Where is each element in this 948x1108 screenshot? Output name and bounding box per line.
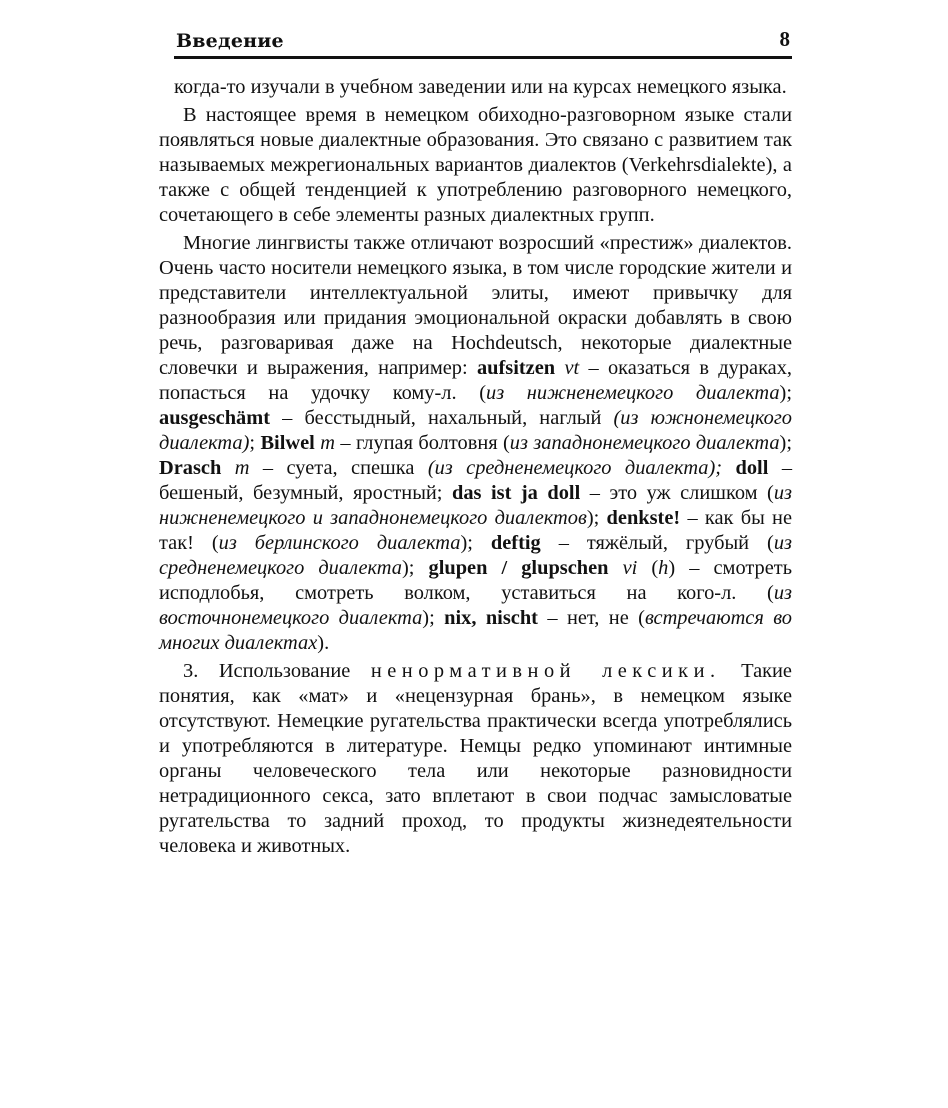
separator: ); [422, 607, 445, 629]
dialect-source: из восточнонемецкого диалекта [159, 582, 792, 629]
separator: ; [249, 432, 261, 454]
grammar-mark: vt [564, 357, 580, 379]
dialect-word: ausgeschämt [159, 407, 271, 429]
chapter-title: Введение [176, 30, 284, 52]
spaced-term: ненормативной лексики. [370, 660, 721, 682]
definition: – это уж слишком ( [580, 482, 774, 504]
definition: – бесстыдный, нахальный, наглый [270, 407, 614, 429]
paragraph-3: Многие лингвисты также отличают возросший «престиж» диалектов. Очень часто носители немецкого языка, в том числе городские жители и представители интеллектуальной элиты, имеют привычку для разнообразия или придания эмоциональной окраски добавлять в свою речь, разговаривая даже на Hochdeutsch, некоторые диалектные словечки и выражения, например: aufsitzen vt – оказаться в дураках, попасться на удочку кому-л. (из нижненемецкого диалекта); ausgeschämt – бесстыдный, нахальный, наглый (из южнонемецкого диалекта); Bilwel m – глупая болтовня (из западнонемецкого диалекта); Drasch m – суета, спешка (из средненемецкого диалекта); doll – бешеный, безумный, яростный; das ist ja doll – это уж слишком (из нижненемецкого и западнонемецкого диалектов); denkste! – как бы не так! (из берлинского диалекта); deftig – тяжёлый, грубый (из средненемецкого диалекта); glupen / glupschen vi (h) – смотреть исподлобья, смотреть волком, уставиться на кого-л. (из восточнонемецкого диалекта); nix, nischt – нет, не (встречаются во многих диалектах). [159, 232, 793, 654]
paragraph-1: когда-то изучали в учебном заведении или на курсах немецкого языка. [174, 76, 787, 98]
paragraph-3-intro: Многие лингвисты также отличают возросший «престиж» диалектов. Очень часто носители немецкого языка, в том числе городские жители и представители интеллектуальной элиты, имеют привычку для разнообразия или придания эмоциональной окраски добавлять в свою речь, разговаривая даже на Hochdeutsch, некоторые диалектные словечки и выражения, например: [159, 232, 792, 379]
separator: ); [460, 532, 491, 554]
dialect-word: das ist ja doll [452, 482, 581, 504]
grammar-mark: m [234, 457, 250, 479]
separator: ). [317, 632, 330, 654]
dialect-word: nix, nischt [444, 607, 538, 629]
page-number: 8 [779, 27, 790, 51]
separator: ); [779, 432, 792, 454]
grammar-mark: m [320, 432, 335, 454]
dialect-word: Drasch [159, 457, 222, 479]
dialect-source: из берлинского диалекта [218, 532, 461, 554]
dialect-source: из нижненемецкого диалекта [486, 382, 780, 404]
running-header [174, 26, 792, 59]
dialect-word: doll [735, 457, 769, 479]
definition: – глупая болтовня ( [334, 432, 510, 454]
separator: ); [586, 507, 607, 529]
dialect-source: из западнонемецкого диалекта [509, 432, 780, 454]
definition: – оказаться в дураках, попасться на удочку кому-л. ( [159, 357, 793, 404]
dialect-source: из нижненемецкого и западнонемецкого диалектов [159, 482, 793, 529]
grammar-mark: vi [622, 557, 638, 579]
dialect-word: denkste! [606, 507, 681, 529]
body-text [159, 75, 792, 862]
dialect-word: glupen / glupschen [428, 557, 609, 579]
separator: ); [779, 382, 792, 404]
definition: – тяжёлый, грубый ( [540, 532, 774, 554]
definition: – бешеный, безумный, яростный; [159, 457, 793, 504]
section-number-lead: 3. Использование [183, 660, 371, 682]
dialect-source: встречаются во многих диалектах [159, 607, 792, 654]
dialect-word: deftig [490, 532, 541, 554]
dialect-source: (из южнонемецкого диалекта) [159, 407, 792, 454]
dialect-word: Bilwel [260, 432, 315, 454]
definition: – суета, спешка [249, 457, 428, 479]
paragraph-2: В настоящее время в немецком обиходно-разговорном языке стали появляться новые диалектные образования. Это связано с развитием так называемых межрегиональных вариантов диалектов (Verkehrsdialekte), а также с общей тенденцией к употреблению разговорного немецкого, сочетающего в себе элементы разных диалектных групп. [159, 104, 792, 226]
grammar-mark: h [658, 557, 669, 579]
separator: ); [401, 557, 429, 579]
paragraph-4 [159, 659, 792, 859]
dialect-source: из средненемецкого диалекта [159, 532, 793, 579]
dialect-word: aufsitzen [476, 357, 556, 379]
definition: – как бы не так! ( [159, 507, 792, 554]
paragraph-4-text: Такие понятия, как «мат» и «нецензурная брань», в немецком языке отсутствуют. Немецкие ругательства практически всегда употреблялись и употребляются в литературе. Немцы редко упоминают интимные органы человеческого тела или некоторые разновидности нетрадиционного секса, зато вплетают в свои подчас замысловатые ругательства то задний проход, то продукты жизнедеятельности человека и животных. [159, 660, 792, 857]
dialect-source: (из средненемецкого диалекта); [427, 457, 723, 479]
definition: ) – смотреть исподлобья, смотреть волком, уставиться на кого-л. ( [159, 557, 792, 604]
definition: – нет, не ( [537, 607, 645, 629]
